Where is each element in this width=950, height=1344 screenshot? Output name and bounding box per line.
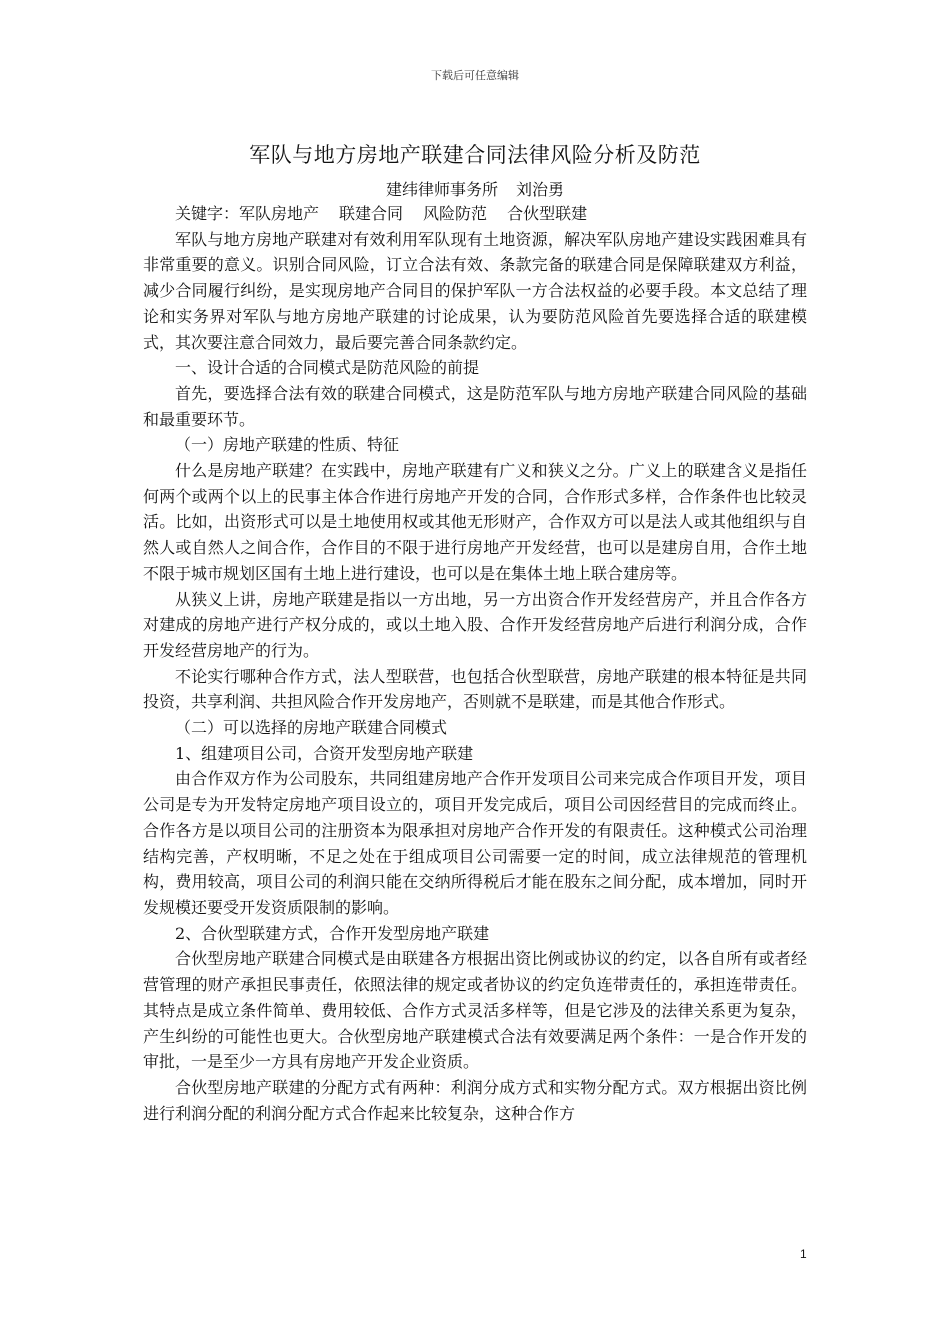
item-heading-2: 2、合伙型联建方式，合作开发型房地产联建 [175, 923, 490, 943]
author-name: 刘治勇 [516, 180, 565, 199]
keyword: 合伙型联建 [507, 204, 588, 223]
author-line [0, 177, 950, 200]
keywords-line [143, 201, 807, 227]
paragraph: 从狭义上讲，房地产联建是指以一方出地，另一方出资合作开发经营房产，并且合作各方对建成的房地产进行产权分成的，或以土地入股、合作开发经营房地产后进行利润分成，合作开发经营房地产的行为。 [143, 589, 807, 660]
paragraph-intro: 军队与地方房地产联建对有效利用军队现有土地资源，解决军队房地产建设实践困难具有非常重要的意义。识别合同风险，订立合法有效、条款完备的联建合同是保障联建双方利益，减少合同履行纠纷，是实现房地产合同目的保护军队一方合法权益的必要手段。本文总结了理论和实务界对军队与地方房地产联建的讨论成果，认为要防范风险首先要选择合适的联建模式，其次要注意合同效力，最后要完善合同条款约定。 [143, 229, 807, 352]
paragraph: 合伙型房地产联建的分配方式有两种：利润分成方式和实物分配方式。双方根据出资比例进行利润分配的利润分配方式合作起来比较复杂，这种合作方 [143, 1077, 807, 1123]
keywords-label: 关键字： [175, 204, 240, 223]
document-title: 军队与地方房地产联建合同法律风险分析及防范 [249, 143, 701, 167]
paragraph: 首先，要选择合法有效的联建合同模式，这是防范军队与地方房地产联建合同风险的基础和最重要环节。 [143, 383, 807, 429]
paragraph: 由合作双方作为公司股东，共同组建房地产合作开发项目公司来完成合作项目开发，项目公司是专为开发特定房地产项目设立的，项目开发完成后，项目公司因经营目的完成而终止。合作各方是以项目公司的注册资本为限承担对房地产合作开发的有限责任。这种模式公司治理结构完善，产权明晰，不足之处在于组成项目公司需要一定的时间，成立法律规范的管理机构，费用较高，项目公司的利润只能在交纳所得税后才能在股东之间分配，成本增加，同时开发规模还要受开发资质限制的影响。 [143, 769, 807, 917]
subsection-heading-1: （一）房地产联建的性质、特征 [175, 435, 400, 455]
keyword: 军队房地产 [239, 204, 320, 223]
page-number: 1 [800, 1247, 807, 1261]
paragraph: 什么是房地产联建？在实践中，房地产联建有广义和狭义之分。广义上的联建含义是指任何两个或两个以上的民事主体合作进行房地产开发的合同，合作形式多样，合作条件也比较灵活。比如，出资形式可以是土地使用权或其他无形财产，合作双方可以是法人或其他组织与自然人或自然人之间合作，合作目的不限于进行房地产开发经营，也可以是建房自用，合作土地不限于城市规划区国有土地上进行建设，也可以是在集体土地上联合建房等。 [143, 461, 807, 583]
document-body [143, 201, 807, 1126]
paragraph: 合伙型房地产联建合同模式是由联建各方根据出资比例或协议的约定，以各自所有或者经营管理的财产承担民事责任，依照法律的规定或者协议的约定负连带责任的，承担连带责任。其特点是成立条件简单、费用较低、合作方式灵活多样等，但是它涉及的法律关系更为复杂，产生纠纷的可能性也更大。合伙型房地产联建模式合法有效要满足两个条件：一是合作开发的审批，一是至少一方具有房地产开发企业资质。 [143, 949, 807, 1072]
subsection-heading-2: （二）可以选择的房地产联建合同模式 [175, 718, 448, 738]
keyword: 联建合同 [339, 204, 404, 223]
law-firm: 建纬律师事务所 [385, 180, 498, 199]
header-note: 下载后可任意编辑 [431, 69, 519, 82]
keyword: 风险防范 [423, 204, 488, 223]
section-heading-1: 一、设计合适的合同模式是防范风险的前提 [175, 358, 480, 378]
paragraph: 不论实行哪种合作方式，法人型联营，也包括合伙型联营，房地产联建的根本特征是共同投资，共享利润、共担风险合作开发房地产，否则就不是联建，而是其他合作形式。 [143, 666, 807, 712]
item-heading-1: 1、组建项目公司，合资开发型房地产联建 [175, 743, 474, 763]
